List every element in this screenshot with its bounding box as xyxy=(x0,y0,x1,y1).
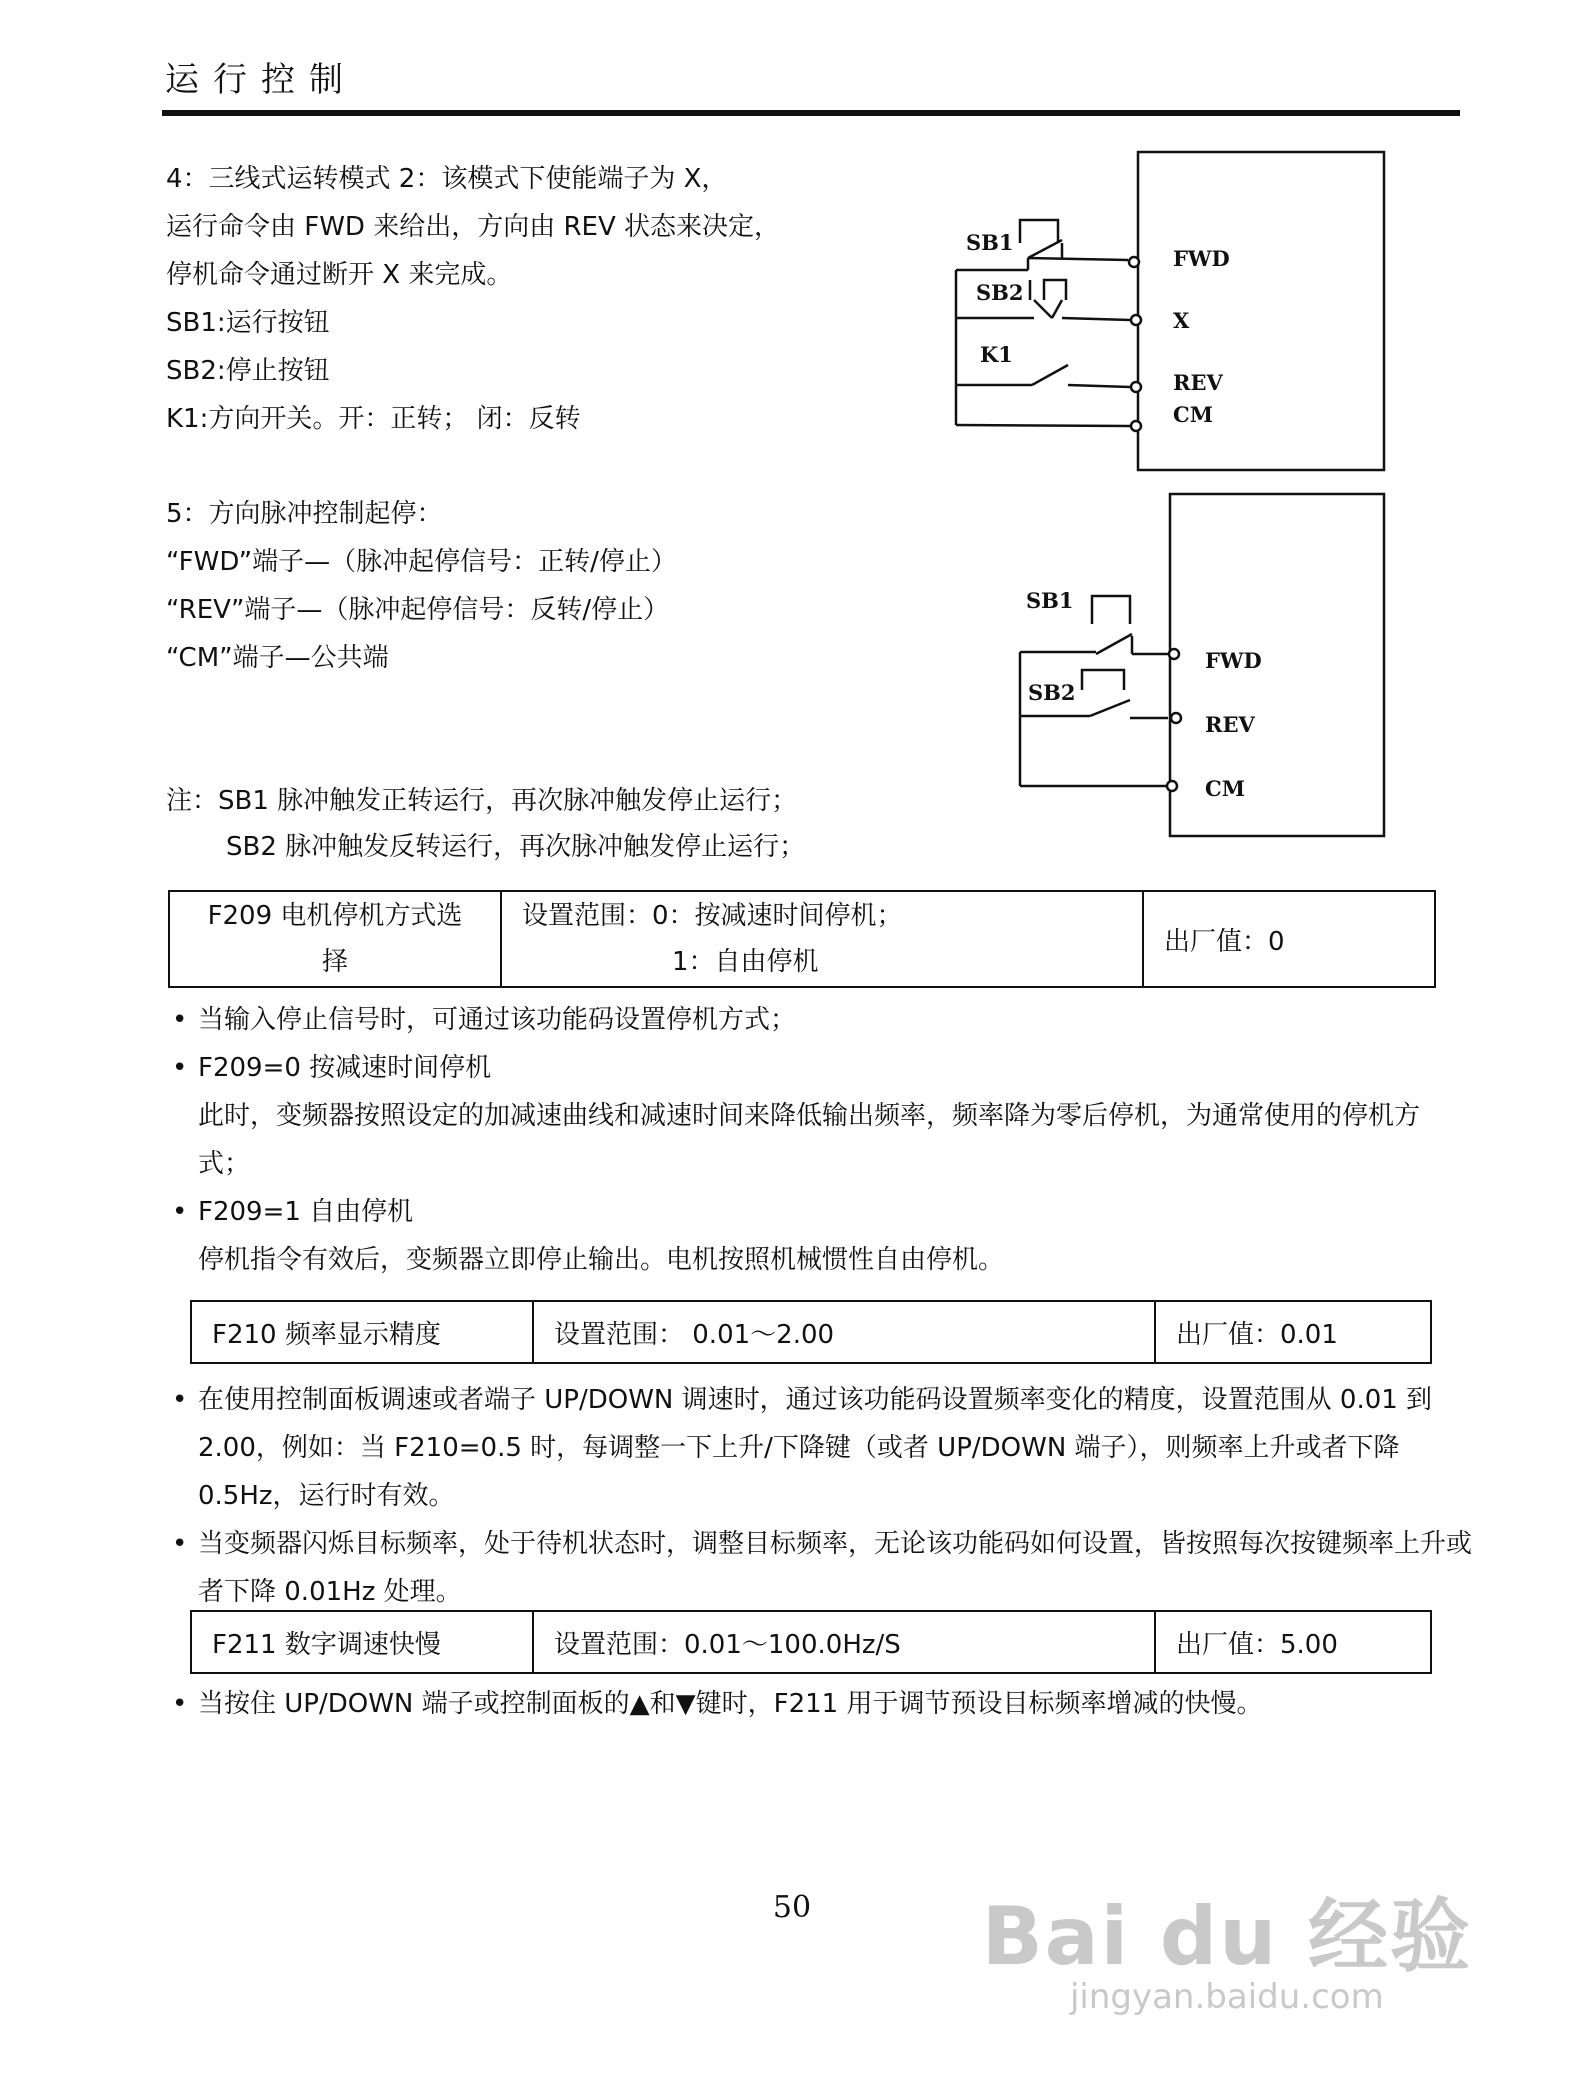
section5-line: “CM”端子—公共端 xyxy=(166,643,389,673)
f211-bullet-1-text: 当按住 UP/DOWN 端子或控制面板的▲和▼键时，F211 用于调节预设目标频率增减的快慢。 xyxy=(198,1689,1263,1719)
fwd-label: FWD xyxy=(1173,246,1230,271)
f210-range-cell: 设置范围： 0.01～2.00 xyxy=(533,1301,1155,1363)
section5-text xyxy=(166,490,677,682)
f209-default-cell: 出厂值：0 xyxy=(1143,891,1435,987)
f209-bullet-2: • F209=0 按减速时间停机 xyxy=(172,1053,492,1083)
f209-name-cell xyxy=(169,891,501,987)
watermark-url: jingyan.baidu.com xyxy=(1069,1977,1384,2017)
param-table-f209 xyxy=(168,890,1436,988)
k1-contact xyxy=(1032,365,1068,385)
f209-range-cell xyxy=(501,891,1143,987)
sb2-button-symbol xyxy=(1044,280,1066,300)
fwd-label-2: FWD xyxy=(1205,648,1262,673)
fwd-wire xyxy=(1028,258,1128,260)
rev-label-2: REV xyxy=(1205,712,1255,737)
section4-line: SB2:停止按钮 xyxy=(166,356,330,386)
f209-bullet-3: • F209=1 自由停机 xyxy=(172,1197,414,1227)
f209-bullet-2-text: F209=0 按减速时间停机 xyxy=(198,1053,492,1083)
sb1-label: SB1 xyxy=(966,230,1014,255)
rev-wire xyxy=(1068,385,1130,387)
section4-line: 运行命令由 FWD 来给出，方向由 REV 状态来决定， xyxy=(166,212,781,242)
sb2-contact-2 xyxy=(1090,700,1130,716)
f211-range-cell: 设置范围：0.01～100.0Hz/S xyxy=(533,1611,1155,1673)
f210-bullet-2-text: 当变频器闪烁目标频率，处于待机状态时，调整目标频率，无论该功能码如何设置，皆按照每次按键频率上升或者下降 0.01Hz 处理。 xyxy=(198,1529,1473,1607)
section5-line: “REV”端子—（脉冲起停信号：反转/停止） xyxy=(166,595,670,625)
fwd-terminal-2 xyxy=(1169,649,1179,659)
section4-line: 停机命令通过断开 X 来完成。 xyxy=(166,260,513,290)
sb1-button-symbol-2 xyxy=(1092,596,1130,624)
cm-terminal-2 xyxy=(1167,781,1177,791)
inverter-terminal-block-2 xyxy=(1170,494,1384,836)
section5-line: “FWD”端子—（脉冲起停信号：正转/停止） xyxy=(166,547,677,577)
f210-bullet-1-text: 在使用控制面板调速或者端子 UP/DOWN 调速时，通过该功能码设置频率变化的精度，设置范围从 0.01 到 2.00，例如：当 F210=0.5 时，每调整一下上升/下降键（或者 UP/DOWN 端子），则频率上升或者下降 0.5Hz，运行时有效。 xyxy=(198,1385,1433,1511)
cm-label-2: CM xyxy=(1205,776,1245,801)
f210-bullet-1: • 在使用控制面板调速或者端子 UP/DOWN 调速时，通过该功能码设置频率变化的精度，设置范围从 0.01 到 2.00，例如：当 F210=0.5 时，每调整一下上升/下降键（或者 UP/DOWN 端子），则频率上升或者下降 0.5Hz，运行时有效。 xyxy=(172,1385,1433,1511)
sb1-contact xyxy=(1028,240,1062,258)
f210-name-cell: F210 频率显示精度 xyxy=(191,1301,533,1363)
watermark-brand: Bai du 经验 xyxy=(981,1890,1472,1983)
sb1-label-2: SB1 xyxy=(1026,588,1074,613)
x-wire xyxy=(1062,318,1130,320)
x-terminal xyxy=(1131,315,1141,325)
cm-wire xyxy=(956,425,1130,426)
page-number: 50 xyxy=(772,1890,812,1925)
sb1-button-symbol xyxy=(1020,220,1058,243)
f209-bullet-3-text: F209=1 自由停机 xyxy=(198,1197,414,1227)
f209-para-3: 停机指令有效后，变频器立即停止输出。电机按照机械惯性自由停机。 xyxy=(198,1245,1005,1275)
cm-label: CM xyxy=(1173,402,1213,427)
section5-line: 5：方向脉冲控制起停： xyxy=(166,499,443,529)
sb2-contact xyxy=(1034,300,1052,318)
note-line-2: SB2 脉冲触发反转运行，再次脉冲触发停止运行； xyxy=(226,832,806,862)
section4-line: 4：三线式运转模式 2：该模式下使能端子为 X， xyxy=(166,164,728,194)
sb1-contact-2 xyxy=(1096,634,1132,654)
f209-range-line2: 1：自由停机 xyxy=(672,947,819,977)
f209-bullet-1-text: 当输入停止信号时，可通过该功能码设置停机方式； xyxy=(198,1005,797,1035)
f209-range-line1: 设置范围：0：按减速时间停机； xyxy=(522,901,903,931)
param-table-f211 xyxy=(190,1610,1432,1674)
section4-line: SB1:运行按钮 xyxy=(166,308,330,338)
x-label: X xyxy=(1173,308,1190,333)
rev-label: REV xyxy=(1173,370,1223,395)
f210-default-cell: 出厂值：0.01 xyxy=(1155,1301,1431,1363)
f209-name-line1: F209 电机停机方式选 xyxy=(207,901,463,931)
param-table-f210 xyxy=(190,1300,1432,1364)
note-line-1: 注：SB1 脉冲触发正转运行，再次脉冲触发停止运行； xyxy=(166,786,798,816)
f209-para-2: 此时，变频器按照设定的加减速曲线和减速时间来降低输出频率，频率降为零后停机，为通常使用的停机方式； xyxy=(198,1101,1421,1179)
sb2-label-2: SB2 xyxy=(1028,680,1076,705)
k1-label: K1 xyxy=(980,342,1013,367)
sb2-button-symbol-2 xyxy=(1082,670,1124,690)
cm-terminal xyxy=(1131,421,1141,431)
fwd-terminal xyxy=(1129,257,1139,267)
f210-bullet-2: • 当变频器闪烁目标频率，处于待机状态时，调整目标频率，无论该功能码如何设置，皆按照每次按键频率上升或者下降 0.01Hz 处理。 xyxy=(172,1529,1473,1607)
f209-bullet-1: • 当输入停止信号时，可通过该功能码设置停机方式； xyxy=(172,1005,797,1035)
baidu-jingyan-watermark xyxy=(982,1872,1472,2017)
f209-name-line2: 择 xyxy=(321,947,348,977)
section4-line: K1:方向开关。开：正转； 闭：反转 xyxy=(166,404,581,434)
rev-terminal xyxy=(1131,382,1141,392)
f211-name-cell: F211 数字调速快慢 xyxy=(191,1611,533,1673)
f211-default-cell: 出厂值：5.00 xyxy=(1155,1611,1431,1673)
rev-terminal-2 xyxy=(1171,713,1181,723)
page-header-title: 运行控制 xyxy=(165,60,357,100)
sb2-label: SB2 xyxy=(976,280,1024,305)
f211-bullet-1: • 当按住 UP/DOWN 端子或控制面板的▲和▼键时，F211 用于调节预设目标频率增减的快慢。 xyxy=(172,1689,1263,1719)
